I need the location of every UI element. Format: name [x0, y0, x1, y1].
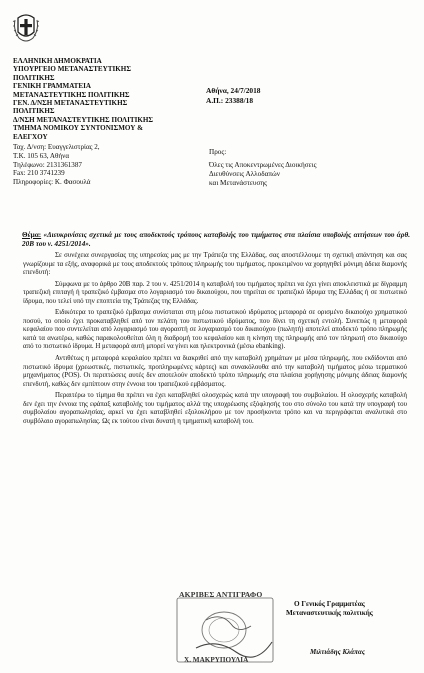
- fax-line: Fax: 210 3741239: [13, 169, 65, 178]
- address-line: Τ.Κ. 105 63, Αθήνα: [13, 151, 70, 160]
- stamp-signer: Χ. ΜΑΚΡΥΠΟΥΛΙΑ: [184, 656, 249, 664]
- signer-name: Μιλτιάδης Κλάπας: [310, 648, 365, 656]
- date-line: Αθήνα, 24/7/2018: [206, 86, 261, 95]
- phone-line: Τηλέφωνο: 2131361387: [13, 160, 82, 169]
- sender-line: ΠΟΛΙΤΙΚΗΣ: [13, 73, 55, 82]
- sender-address: [13, 143, 218, 187]
- signature-title-line: Ο Γενικός Γραμματέας: [294, 600, 365, 608]
- date-protocol-block: [206, 86, 261, 106]
- body-paragraph: Ειδικότερα το τραπεζικό έμβασμα συνίσταται στη μέσω πιστωτικού ιδρύματος μεταφορά σε ορισμένο δικαιούχο χρηματικού ποσού, το οποίο έχει προκαταβληθεί από τον πελάτη του πιστωτικού ιδρύματος, που δίνει τη σχετική εντολή. Συνεπώς η μεταφορά κεφαλαίου που συντελείται από λογαριασμό του αγοραστή σε λογαριασμό του δικαιούχου (πωλητή) αποτελεί αποδεκτό τρόπο πληρωμής κατά τα ανωτέρω, καθώς παρακολουθείται όλη η διαδρομή του κεφαλαίου και η κίνηση της πληρωμής από τον πληρωτή στο δικαιούχο από το πιστωτικό ίδρυμα. Η μεταφορά αυτή μπορεί να γίνει και ηλεκτρονικά (μέσω ebanking).: [23, 309, 407, 351]
- body-paragraph: Σύμφωνα με το άρθρο 20Β παρ. 2 του ν. 4251/2014 η καταβολή του τιμήματος πρέπει να έχει γίνει αποκλειστικά με δίγραμμη τραπεζική επιταγή ή τραπεζικό έμβασμα στο λογαριασμό του δικαιούχου, που τηρείται σε τραπεζικό ίδρυμα της Ελλάδας ή σε πιστωτικό ίδρυμα, που τελεί υπό την εποπτεία της Τράπεζας της Ελλάδας.: [23, 280, 407, 305]
- sender-line: ΥΠΟΥΡΓΕΙΟ ΜΕΤΑΝΑΣΤΕΥΤΙΚΗΣ: [13, 65, 131, 74]
- body-paragraph: Περαιτέρω το τίμημα θα πρέπει να έχει καταβληθεί ολοσχερώς κατά την υπογραφή του συμβολαίου. Η ολοσχερής καταβολή δεν έχει την έννοια της εφάπαξ καταβολής του τιμήματος αλλά της υποχρέωσης εξόφλησής του στο σύνολο του κατά την υπογραφή του συμβολαίου αγοραπωλησίας, αρκεί να έχει καταβληθεί εξολοκλήρου με τον προσήκοντα τρόπο και να περιγράφεται αναλυτικά στο συμβόλαιο αγοραπωλησίας. Ως εκ τούτου είναι δυνατή η τμηματική καταβολή του.: [23, 392, 407, 425]
- sender-block: [13, 57, 218, 187]
- sender-line: ΠΟΛΙΤΙΚΗΣ: [13, 107, 55, 116]
- info-line: Πληροφορίες: Κ. Φασουλά: [13, 178, 91, 187]
- letter-body: [23, 252, 407, 429]
- signature-title-line: Μεταναστευτικής πολιτικής: [286, 609, 373, 617]
- stamp-label: ΑΚΡΙΒΕΣ ΑΝΤΙΓΡΑΦΟ: [179, 590, 263, 599]
- recipient-label: Προς:: [209, 148, 227, 156]
- greek-state-emblem-icon: [12, 10, 40, 46]
- sender-line: ΓΕΝ. Δ/ΝΣΗ ΜΕΤΑΝΑΣΤΕΥΤΙΚΗΣ: [13, 99, 128, 108]
- subject-text: «Διευκρινίσεις σχετικά με τους αποδεκτούς τρόπους καταβολής του τιμήματος στα πλαίσια υποβολής αιτήσεων του άρθ. 20Β του ν. 4251/2014».: [22, 231, 410, 248]
- recipient-line: Όλες τις Αποκεντρωμένες Διοικήσεις: [209, 161, 317, 169]
- protocol-number: Α.Π.: 23388/18: [206, 95, 254, 105]
- recipient-line: Διευθύνσεις Αλλοδαπών: [209, 170, 280, 178]
- recipient-line: και Μετανάστευσης: [209, 179, 267, 187]
- body-paragraph: Αντιθέτως η μεταφορά κεφαλαίου πρέπει να διακριθεί από την καταβολή χρημάτων με μέσα πληρωμής, που εκδίδονται από πιστωτικό ίδρυμα (χρεωστικές, πιστωτικές, προπληρωμένες κάρτες) και συνακόλουθα από την καταβολή τιμήματος μέσω τερματικού μηχανήματος (POS). Οι περιπτώσεις αυτές δεν αποτελούν αποδεκτό τρόπο πληρωμής στα πλαίσια χορήγησης μόνιμης άδειας διαμονής επενδυτή, καθώς δεν εμπίπτουν στην έννοια του τραπεζικού εμβάσματος.: [23, 355, 407, 388]
- body-paragraph: Σε συνέχεια συνεργασίας της υπηρεσίας μας με την Τράπεζα της Ελλάδας, σας αποστέλλουμε τη σχετική απάντηση και σας γνωρίζουμε τα εξής, αναφορικά με τους αποδεκτούς τρόπους πληρωμής του τιμήματος, προκειμένου να χορηγηθεί μόνιμη άδεια διαμονής επενδυτή:: [23, 252, 407, 277]
- subject-label: Θέμα:: [22, 231, 42, 239]
- signature-title: [286, 600, 373, 618]
- address-line: Ταχ. Δ/νση: Ευαγγελιστρίας 2,: [13, 143, 100, 152]
- sender-line: ΜΕΤΑΝΑΣΤΕΥΤΙΚΗΣ ΠΟΛΙΤΙΚΗΣ: [13, 90, 130, 99]
- subject-line: [22, 231, 410, 249]
- sender-line: ΓΕΝΙΚΗ ΓΡΑΜΜΑΤΕΙΑ: [13, 82, 92, 91]
- sender-line: ΕΛΕΓΧΟΥ: [13, 132, 48, 141]
- recipient-block: [209, 148, 316, 188]
- sender-line: Δ/ΝΣΗ ΜΕΤΑΝΑΣΤΕΥΤΙΚΗΣ ΠΟΛΙΤΙΚΗΣ: [13, 115, 153, 124]
- sender-line: ΕΛΛΗΝΙΚΗ ΔΗΜΟΚΡΑΤΙΑ: [13, 57, 102, 65]
- sender-line: ΤΜΗΜΑ ΝΟΜΙΚΟΥ ΣΥΝΤΟΝΙΣΜΟΥ &: [13, 124, 144, 133]
